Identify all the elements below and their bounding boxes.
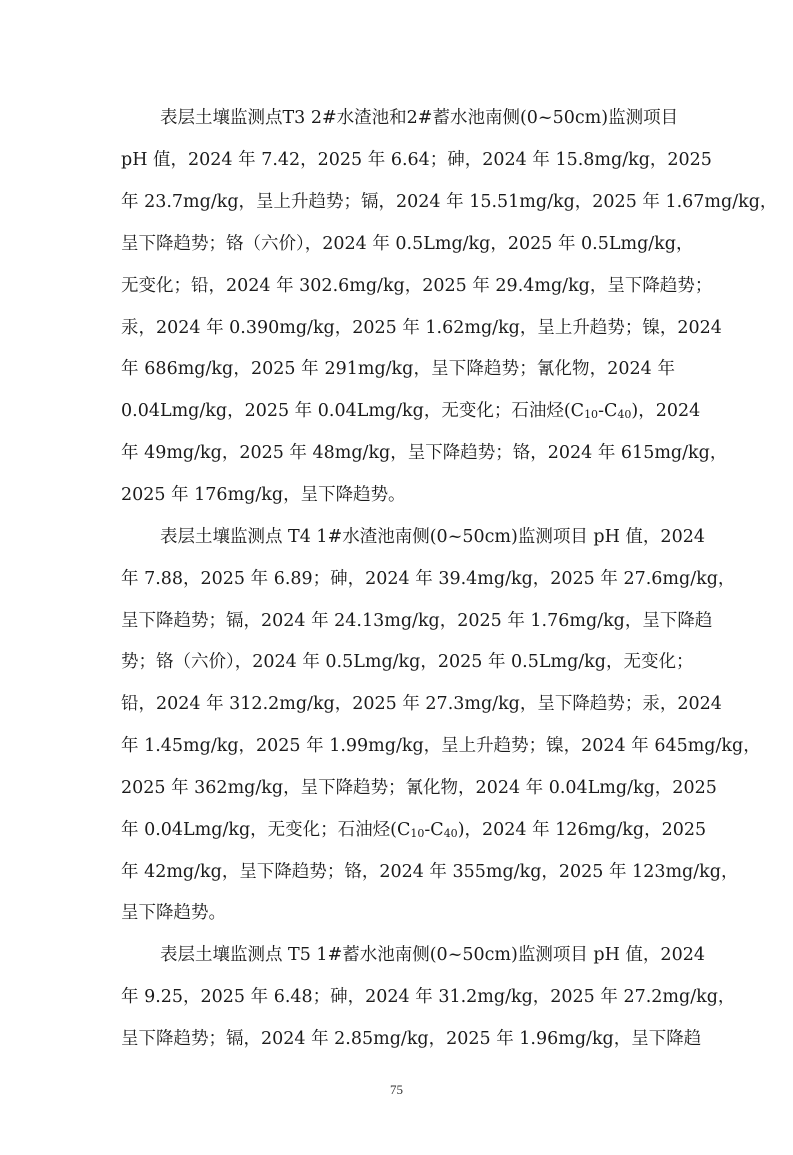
- paragraph-line: 表层土壤监测点 T5 1#蓄水池南侧(0~50cm)监测项目 pH 值，2024: [160, 945, 705, 965]
- paragraph-line: 年 7.88，2025 年 6.89；砷，2024 年 39.4mg/kg，2025 年 27.6mg/kg，: [121, 569, 736, 589]
- chemical-formula: C10-C40: [396, 820, 458, 840]
- paragraph-line: 呈下降趋势；铬（六价），2024 年 0.5Lmg/kg，2025 年 0.5Lmg/kg，: [121, 234, 694, 254]
- paragraph-line: 呈下降趋势；镉，2024 年 2.85mg/kg，2025 年 1.96mg/kg，呈下降趋: [121, 1029, 702, 1049]
- paragraph-line: 年 23.7mg/kg，呈上升趋势；镉，2024 年 15.51mg/kg，2025 年 1.67mg/kg，: [121, 192, 778, 212]
- paragraph-line: 无变化；铅，2024 年 302.6mg/kg，2025 年 29.4mg/kg，呈下降趋势；: [121, 276, 713, 296]
- paragraph-line: 年 1.45mg/kg，2025 年 1.99mg/kg，呈上升趋势；镍，2024 年 645mg/kg，: [121, 736, 761, 756]
- paragraph-line: 表层土壤监测点T3 2#水渣池和2#蓄水池南侧(0~50cm)监测项目: [160, 108, 679, 128]
- paragraph-line: 汞，2024 年 0.390mg/kg，2025 年 1.62mg/kg，呈上升趋势；镍，2024: [121, 318, 722, 338]
- paragraph-line: 年 49mg/kg，2025 年 48mg/kg，呈下降趋势；铬，2024 年 615mg/kg，: [121, 443, 728, 463]
- paragraph-line: 2025 年 176mg/kg，呈下降趋势。: [121, 485, 406, 505]
- paragraph-line: 铅，2024 年 312.2mg/kg，2025 年 27.3mg/kg，呈下降趋势；汞，2024: [121, 694, 722, 714]
- page-number: 75: [390, 1082, 403, 1097]
- paragraph-line: 年 9.25，2025 年 6.48；砷，2024 年 31.2mg/kg，2025 年 27.2mg/kg，: [121, 987, 736, 1007]
- paragraph-line: 呈下降趋势；镉，2024 年 24.13mg/kg，2025 年 1.76mg/kg，呈下降趋: [121, 611, 713, 631]
- paragraph-line: 年 42mg/kg，呈下降趋势；铬，2024 年 355mg/kg，2025 年 123mg/kg，: [121, 862, 739, 882]
- paragraph-line: 年 686mg/kg，2025 年 291mg/kg，呈下降趋势；氰化物，2024 年: [121, 359, 675, 379]
- paragraph-line: pH 值，2024 年 7.42，2025 年 6.64；砷，2024 年 15.8mg/kg，2025: [121, 150, 712, 170]
- paragraph-line: 势；铬（六价），2024 年 0.5Lmg/kg，2025 年 0.5Lmg/kg，无变化；: [121, 652, 694, 672]
- chemical-formula: C10-C40: [570, 401, 632, 421]
- paragraph-line: 呈下降趋势。: [121, 903, 226, 923]
- paragraph-line: 0.04Lmg/kg，2025 年 0.04Lmg/kg，无变化；石油烃(C10-C40)，2024: [121, 401, 701, 421]
- paragraph-line: 表层土壤监测点 T4 1#水渣池南侧(0~50cm)监测项目 pH 值，2024: [160, 527, 705, 547]
- paragraph-line: 年 0.04Lmg/kg，无变化；石油烃(C10-C40)，2024 年 126mg/kg，2025: [121, 820, 707, 840]
- paragraph-line: 2025 年 362mg/kg，呈下降趋势；氰化物，2024 年 0.04Lmg/kg，2025: [121, 778, 717, 798]
